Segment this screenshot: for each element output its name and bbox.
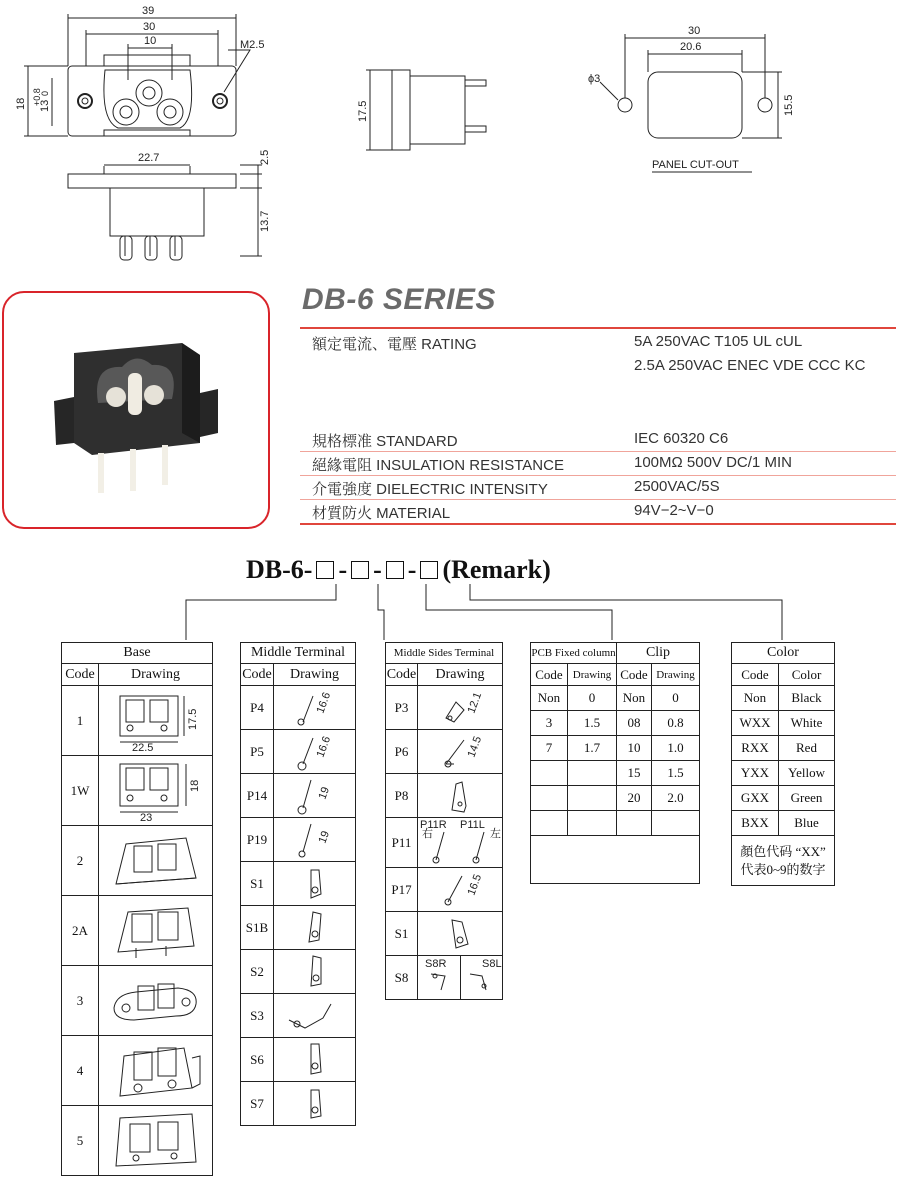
pn-prefix: DB-6- [246, 555, 313, 584]
st-dim: 12.1 [465, 690, 485, 715]
mt-code: S3 [241, 994, 274, 1038]
base-dim-a: 23 [139, 811, 152, 824]
color-table [731, 642, 835, 886]
mt-drawing-s3 [275, 996, 355, 1036]
base-code: 3 [62, 966, 99, 1036]
mt-code: S6 [241, 1038, 274, 1082]
dim-30: 30 [143, 21, 156, 33]
pcb-cell [568, 786, 617, 811]
spec-standard-value: IEC 60320 C6 [634, 430, 729, 447]
mt-code: S1 [241, 862, 274, 906]
dim-cut-30: 30 [688, 25, 701, 37]
spec-dielectric-label: 介電強度 DIELECTRIC INTENSITY [312, 481, 548, 498]
clip-cell: 1.0 [652, 736, 700, 761]
st-code: P3 [386, 686, 418, 730]
pcb-cell [568, 811, 617, 836]
base-code: 1W [62, 756, 99, 826]
dim-tol: +0.8 [32, 88, 42, 106]
divider [300, 451, 896, 452]
st-code: P6 [386, 730, 418, 774]
pcb-cell [568, 761, 617, 786]
sides-terminal-table [385, 642, 503, 1000]
color-note-line-2: 代表0~9的数字 [740, 861, 826, 877]
dim-13-7: 13.7 [259, 210, 271, 232]
clip-cell: 08 [617, 711, 652, 736]
st-left-label: S8R [425, 957, 447, 970]
st-code: P8 [386, 774, 418, 818]
dim-m2-5: M2.5 [240, 39, 265, 51]
color-name: Red [779, 736, 835, 761]
mt-code: S2 [241, 950, 274, 994]
pcb-clip-table [530, 642, 700, 884]
mt-dim: 16.6 [314, 690, 333, 715]
pcb-cell: 1.5 [568, 711, 617, 736]
color-name: Blue [779, 811, 835, 836]
pcb-cell: 1.7 [568, 736, 617, 761]
color-name: White [779, 711, 835, 736]
st-right-label: P11L [460, 819, 485, 831]
color-name: Green [779, 786, 835, 811]
base-drawing-1 [106, 688, 206, 754]
clip-cell: 1.5 [652, 761, 700, 786]
dim-10: 10 [144, 35, 157, 47]
mt-col-drawing: Drawing [274, 664, 356, 686]
dim-22-7: 22.7 [138, 152, 160, 164]
clip-cell: 10 [617, 736, 652, 761]
pn-remark: (Remark) [442, 555, 551, 584]
color-code: WXX [732, 711, 779, 736]
color-title: Color [732, 643, 835, 664]
dim-cut-15-5: 15.5 [783, 94, 795, 116]
st-right-label: S8L [481, 957, 502, 970]
technical-drawing [0, 0, 900, 270]
pcb-col-drawing: Drawing [568, 664, 617, 686]
panel-cutout-label: PANEL CUT-OUT [652, 159, 739, 171]
spec-insulation-label: 絕緣電阻 INSULATION RESISTANCE [312, 457, 564, 474]
st-code: S8 [386, 956, 418, 1000]
st-drawing-p11 [418, 820, 502, 866]
base-col-drawing: Drawing [99, 664, 213, 686]
pcb-cell: 3 [531, 711, 568, 736]
mt-code: P5 [241, 730, 274, 774]
st-drawing-s8l [462, 958, 502, 998]
clip-cell: 2.0 [652, 786, 700, 811]
clip-col-drawing: Drawing [652, 664, 700, 686]
st-left-sub: 右 [422, 827, 433, 840]
pn-sep: - [407, 555, 417, 584]
mt-drawing-p5 [275, 732, 355, 772]
mt-code: S7 [241, 1082, 274, 1126]
mt-dim: 19 [316, 828, 332, 845]
base-dim-b: 17.5 [186, 708, 199, 730]
clip-cell: Non [617, 686, 652, 711]
st-drawing-p8 [420, 776, 500, 816]
mt-dim: 16.6 [314, 734, 333, 759]
base-dim-b: 18 [188, 779, 201, 792]
dim-39: 39 [142, 5, 155, 17]
product-image [4, 293, 268, 527]
clip-cell: 0.8 [652, 711, 700, 736]
product-photo-frame [2, 291, 270, 529]
clip-cell: 0 [652, 686, 700, 711]
clip-cell: 15 [617, 761, 652, 786]
dim-tol-zero: 0 [40, 90, 50, 96]
mt-code: S1B [241, 906, 274, 950]
pcb-cell: Non [531, 686, 568, 711]
pn-sep: - [373, 555, 382, 584]
mt-drawing-p4 [275, 688, 355, 728]
color-code: BXX [732, 811, 779, 836]
title-underline [300, 327, 896, 329]
st-drawing-p3 [420, 688, 500, 728]
spec-dielectric-value: 2500VAC/5S [634, 478, 720, 495]
clip-cell: 20 [617, 786, 652, 811]
color-code: Non [732, 686, 779, 711]
mt-drawing-p19 [275, 820, 355, 860]
pcb-title: PCB Fixed column [531, 643, 617, 664]
dim-18: 18 [15, 97, 27, 110]
base-drawing-2a [106, 898, 206, 964]
pcb-cell [531, 811, 568, 836]
pcb-cell [531, 786, 568, 811]
mt-code: P19 [241, 818, 274, 862]
base-drawing-5 [106, 1108, 206, 1174]
middle-terminal-title: Middle Terminal [241, 643, 356, 664]
part-number-format [246, 555, 551, 585]
pcb-cell: 7 [531, 736, 568, 761]
mt-drawing-s1 [275, 864, 355, 904]
st-dim: 14.5 [465, 734, 485, 759]
spec-rating-value: 5A 250VAC T105 UL cUL [634, 333, 803, 350]
divider [300, 499, 896, 500]
mt-code: P4 [241, 686, 274, 730]
spec-rating-label: 額定電流、電壓 RATING [312, 336, 477, 353]
mt-drawing-s1b [275, 908, 355, 948]
clip-cell [617, 811, 652, 836]
spec-rating-value-2: 2.5A 250VAC ENEC VDE CCC KC [634, 357, 866, 374]
st-code: P17 [386, 868, 418, 912]
series-title: DB-6 SERIES [302, 283, 496, 316]
color-name: Black [779, 686, 835, 711]
st-drawing-s8r [419, 958, 459, 998]
mt-drawing-s2 [275, 952, 355, 992]
pcb-clip-empty [531, 836, 700, 884]
base-table [61, 642, 213, 1176]
sides-terminal-title: Middle Sides Terminal [386, 643, 503, 664]
st-right-sub: 左 [490, 827, 501, 840]
base-drawing-3 [106, 968, 206, 1034]
color-col-code: Code [732, 664, 779, 686]
st-col-drawing: Drawing [418, 664, 503, 686]
pn-slot-3 [386, 561, 404, 579]
color-code: YXX [732, 761, 779, 786]
pn-slot-2 [351, 561, 369, 579]
base-drawing-1w [106, 758, 206, 824]
base-drawing-4 [106, 1038, 206, 1104]
color-code: GXX [732, 786, 779, 811]
part-number-connectors [0, 582, 900, 642]
dim-cut-20-6: 20.6 [680, 41, 702, 53]
st-col-code: Code [386, 664, 418, 686]
base-dim-a: 22.5 [131, 741, 153, 754]
st-drawing-p17 [420, 870, 500, 910]
pn-sep: - [338, 555, 348, 584]
pcb-col-code: Code [531, 664, 568, 686]
st-dim: 16.5 [465, 872, 485, 897]
st-code: P11 [386, 818, 418, 868]
base-drawing-2 [106, 828, 206, 894]
pcb-cell: 0 [568, 686, 617, 711]
mt-drawing-s6 [275, 1040, 355, 1080]
spec-insulation-value: 100MΩ 500V DC/1 MIN [634, 454, 792, 471]
color-note-line-1: 顏色代码 “XX” [740, 843, 826, 859]
color-code: RXX [732, 736, 779, 761]
base-title: Base [62, 643, 213, 664]
st-left-label: P11R [420, 819, 447, 831]
pn-slot-1 [316, 561, 334, 579]
mt-code: P14 [241, 774, 274, 818]
divider [300, 475, 896, 476]
st-drawing-p6 [420, 732, 500, 772]
spec-material-value: 94V−2~V−0 [634, 502, 714, 519]
dim-13: 13 [39, 99, 51, 112]
st-code: S1 [386, 912, 418, 956]
base-code: 5 [62, 1106, 99, 1176]
mt-col-code: Code [241, 664, 274, 686]
clip-cell [652, 811, 700, 836]
middle-terminal-table [240, 642, 356, 1126]
base-code: 1 [62, 686, 99, 756]
color-note [732, 836, 835, 886]
dim-17-5: 17.5 [357, 100, 369, 122]
st-drawing-s1 [420, 914, 500, 954]
spec-material-label: 材質防火 MATERIAL [312, 505, 451, 522]
dim-phi3: ϕ3 [588, 73, 601, 85]
base-code: 2A [62, 896, 99, 966]
color-col-color: Color [779, 664, 835, 686]
base-col-code: Code [62, 664, 99, 686]
clip-col-code: Code [617, 664, 652, 686]
spec-bottom-line [300, 523, 896, 525]
clip-title: Clip [617, 643, 700, 664]
base-code: 4 [62, 1036, 99, 1106]
mt-dim: 19 [316, 784, 332, 801]
color-name: Yellow [779, 761, 835, 786]
mt-drawing-s7 [275, 1084, 355, 1124]
pcb-cell [531, 761, 568, 786]
base-code: 2 [62, 826, 99, 896]
mt-drawing-p14 [275, 776, 355, 816]
spec-standard-label: 規格標准 STANDARD [312, 433, 458, 450]
pn-slot-4 [420, 561, 438, 579]
dim-2-5: 2.5 [259, 149, 271, 165]
